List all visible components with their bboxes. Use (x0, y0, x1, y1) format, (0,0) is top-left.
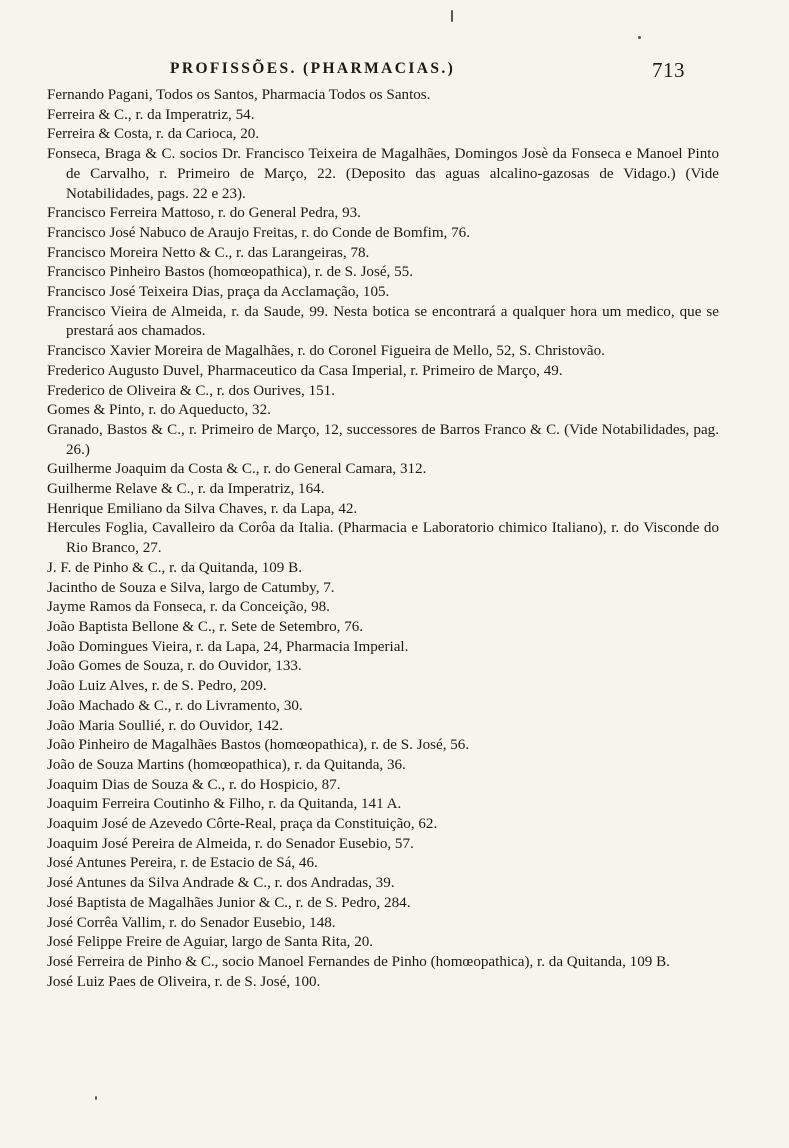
list-item: Frederico Augusto Duvel, Pharmaceutico da Casa Imperial, r. Primeiro de Março, 49. (47, 362, 563, 379)
list-item: João Gomes de Souza, r. do Ouvidor, 133. (47, 658, 302, 675)
list-item: José Felippe Freire de Aguiar, largo de Santa Rita, 20. (47, 934, 374, 951)
print-speck (95, 1096, 97, 1100)
list-item: Joaquim Dias de Souza & C., r. do Hospicio, 87. (47, 776, 341, 793)
list-item: Guilherme Joaquim da Costa & C., r. do General Camara, 312. (47, 461, 427, 478)
list-item: Frederico de Oliveira & C., r. dos Ourives, 151. (47, 382, 335, 399)
list-item: Francisco Pinheiro Bastos (homœopathica), r. de S. José, 55. (47, 264, 413, 281)
pharmacy-list (47, 86, 719, 992)
page-number: 713 (652, 58, 685, 82)
list-item: José Ferreira de Pinho & C., socio Manoel Fernandes de Pinho (homœopathica), r. da Quitanda, 109 B. (47, 953, 670, 970)
list-item: Joaquim José de Azevedo Côrte-Real, praça da Constituição, 62. (47, 816, 438, 833)
list-item: José Luiz Paes de Oliveira, r. de S. José, 100. (47, 973, 321, 990)
list-item: José Antunes Pereira, r. de Estacio de Sá, 46. (47, 855, 318, 872)
list-item: João de Souza Martins (homœopathica), r. da Quitanda, 36. (47, 756, 406, 773)
list-item: Henrique Emiliano da Silva Chaves, r. da Lapa, 42. (47, 500, 358, 517)
list-item: José Antunes da Silva Andrade & C., r. dos Andradas, 39. (47, 875, 395, 892)
list-item: João Domingues Vieira, r. da Lapa, 24, Pharmacia Imperial. (47, 638, 409, 655)
list-item: João Machado & C., r. do Livramento, 30. (47, 697, 303, 714)
list-item: J. F. de Pinho & C., r. da Quitanda, 109 B. (47, 559, 302, 576)
list-item: Joaquim José Pereira de Almeida, r. do Senador Eusebio, 57. (47, 835, 414, 852)
list-item: João Baptista Bellone & C., r. Sete de Setembro, 76. (47, 618, 364, 635)
list-item: Hercules Foglia, Cavalleiro da Corôa da Italia. (Pharmacia e Laboratorio chimico Italiano), r. do Visconde do Rio Branco, 27. (47, 520, 719, 557)
list-item: João Maria Soullié, r. do Ouvidor, 142. (47, 717, 283, 734)
list-item: Francisco José Nabuco de Araujo Freitas, r. do Conde de Bomfim, 76. (47, 224, 470, 241)
list-item: Jayme Ramos da Fonseca, r. da Conceição, 98. (47, 599, 330, 616)
list-item: Guilherme Relave & C., r. da Imperatriz, 164. (47, 481, 325, 498)
list-item: Joaquim Ferreira Coutinho & Filho, r. da Quitanda, 141 A. (47, 796, 402, 813)
list-item: João Luiz Alves, r. de S. Pedro, 209. (47, 678, 267, 695)
list-item: Ferreira & C., r. da Imperatriz, 54. (47, 106, 255, 123)
print-speck (451, 10, 453, 22)
list-item: Francisco Ferreira Mattoso, r. do General Pedra, 93. (47, 205, 361, 222)
page-header (0, 58, 789, 86)
list-item: Francisco Xavier Moreira de Magalhães, r. do Coronel Figueira de Mello, 52, S. Christovão. (47, 343, 605, 360)
list-item: Ferreira & Costa, r. da Carioca, 20. (47, 126, 260, 143)
list-item: Francisco José Teixeira Dias, praça da Acclamação, 105. (47, 284, 390, 301)
list-item: José Corrêa Vallim, r. do Senador Eusebio, 148. (47, 914, 336, 931)
print-speck (638, 36, 641, 39)
list-item: Fonseca, Braga & C. socios Dr. Francisco Teixeira de Magalhães, Domingos Josè da Fonseca e Manoel Pinto de Carvalho, r. Primeiro de Março, 22. (Deposito das aguas alcalino-gazosas de Vidago.) (Vide Notabilidades, pags. 22 e 23). (47, 146, 719, 202)
list-item: Granado, Bastos & C., r. Primeiro de Março, 12, successores de Barros Franco & C. (Vide Notabilidades, pag. 26.) (47, 421, 719, 458)
list-item: Gomes & Pinto, r. do Aqueducto, 32. (47, 402, 271, 419)
list-item: Francisco Moreira Netto & C., r. das Larangeiras, 78. (47, 244, 370, 261)
list-item: João Pinheiro de Magalhães Bastos (homœopathica), r. de S. José, 56. (47, 737, 470, 754)
list-item: Fernando Pagani, Todos os Santos, Pharmacia Todos os Santos. (47, 87, 431, 103)
list-item: Jacintho de Souza e Silva, largo de Catumby, 7. (47, 579, 335, 596)
list-item: José Baptista de Magalhães Junior & C., r. de S. Pedro, 284. (47, 894, 411, 911)
section-title: PROFISSÕES. (PHARMACIAS.) (170, 60, 456, 77)
list-item: Francisco Vieira de Almeida, r. da Saude, 99. Nesta botica se encontrará a qualquer hora um medico, que se prestará aos chamados. (47, 303, 719, 340)
